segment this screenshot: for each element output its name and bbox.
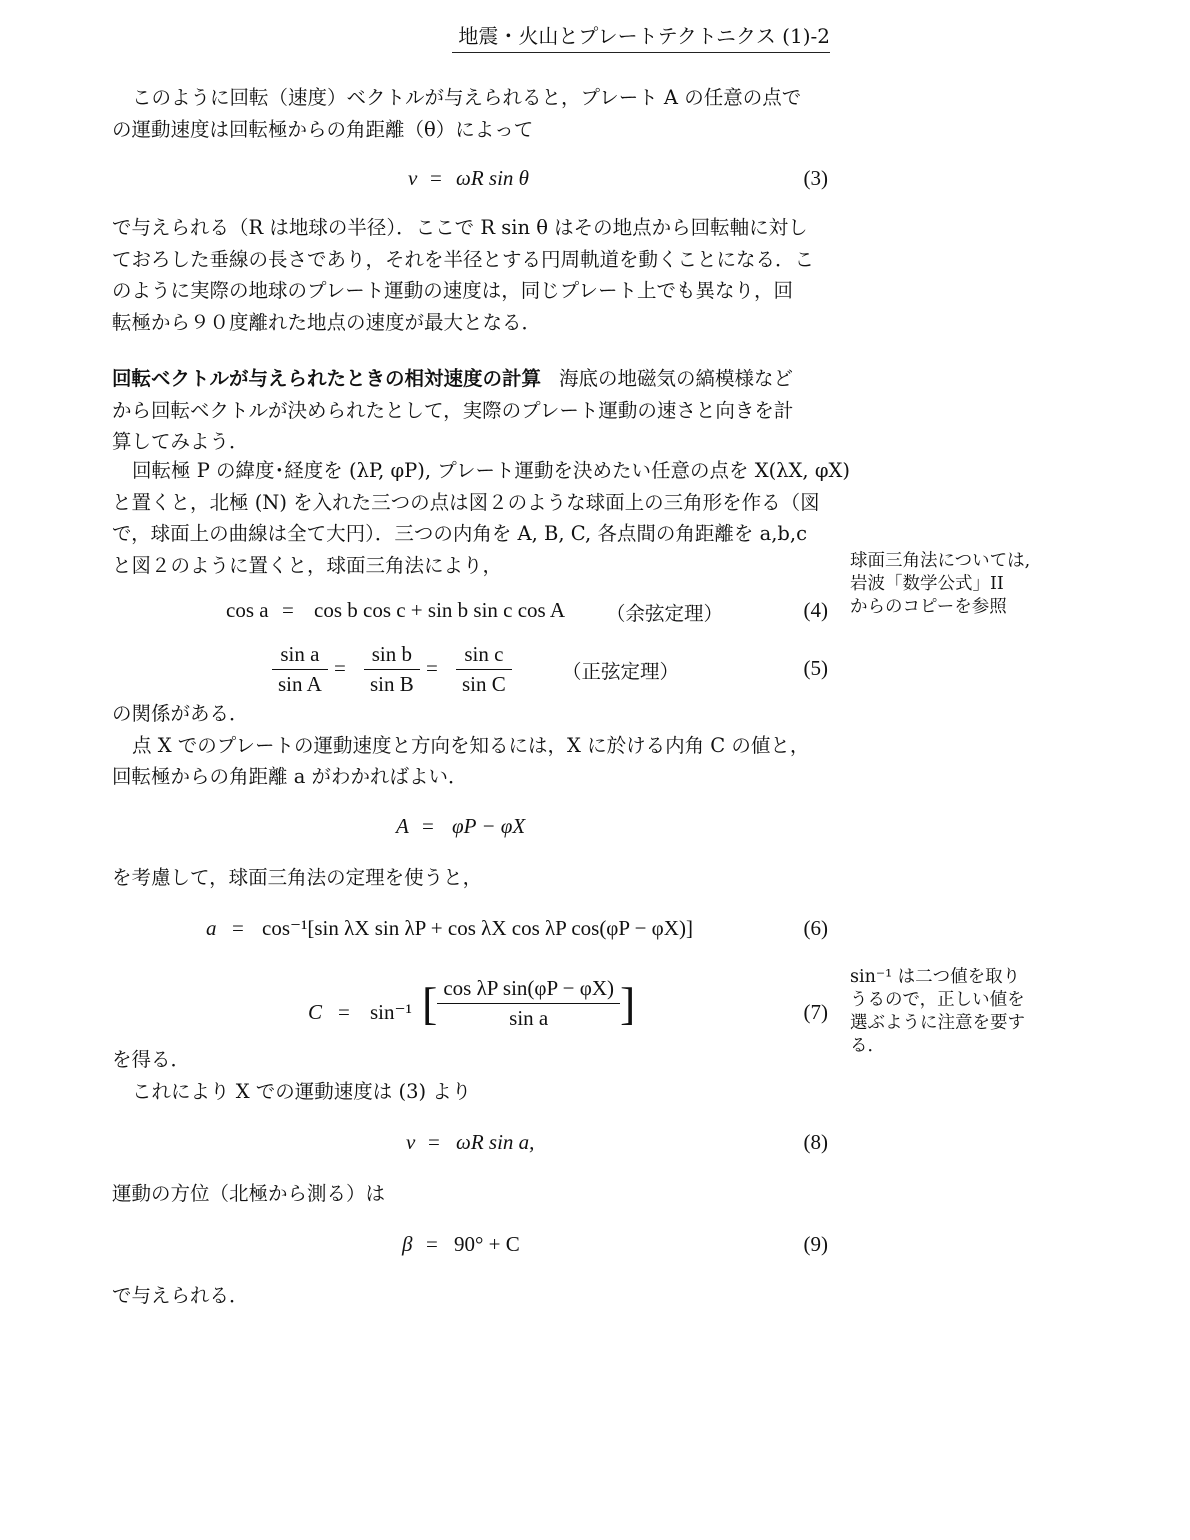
margin-note-spherical (850, 550, 1050, 619)
equation-number: (5) (803, 656, 828, 680)
eq-equals: = (338, 1000, 350, 1024)
fraction: $\frac{\text{sin c}}{\text{sin C}}$ (456, 642, 512, 697)
paragraph-intro (112, 82, 832, 145)
equation-5 (112, 642, 832, 698)
equation-9 (112, 1232, 832, 1272)
note-line: sin⁻¹ は二つ値を取り (850, 967, 1021, 987)
eq-tag: （正弦定理） (562, 660, 680, 683)
text-line: の運動速度は回転極からの角距離（θ）によって (112, 117, 534, 141)
eq-equals: = (282, 598, 294, 622)
equation-A (112, 814, 832, 854)
equation-number: (9) (803, 1232, 828, 1256)
paragraph-obtain (112, 1044, 832, 1107)
text-line: ておろした垂線の長さであり，それを半径とする円周軌道を動くことになる．こ (112, 247, 815, 271)
text-line: から回転ベクトルが決められたとして，実際のプレート運動の速さと向きを計 (112, 398, 794, 422)
fraction: $\frac{\text{cos λP sin(φP − φX)}}{\text{sin a}}$ (437, 976, 620, 1031)
right-bracket: ] (620, 978, 636, 1029)
text-line: と置くと，北極 (N) を入れた三つの点は図２のような球面上の三角形を作る（図 (112, 490, 820, 514)
note-line: 球面三角法については, (850, 551, 1031, 571)
fraction: $\frac{\text{sin a}}{\text{sin A}}$ (272, 642, 328, 697)
paragraph-spherical (112, 455, 852, 581)
paragraph-given (112, 1280, 832, 1312)
equation-8 (112, 1130, 832, 1170)
text-line: 運動の方位（北極から測る）は (112, 1182, 386, 1205)
eq-lhs: A (396, 814, 409, 838)
left-bracket: [ (422, 978, 438, 1029)
text-line: の関係がある． (112, 702, 249, 725)
fraction: $\frac{\text{sin b}}{\text{sin B}}$ (364, 642, 420, 697)
text-line: 回転極 P の緯度･経度を (λP, φP), プレート運動を決めたい任意の点を X(λX, φX) (132, 459, 850, 482)
equation-4 (112, 598, 832, 638)
section-heading: 回転ベクトルが与えられたときの相対速度の計算 (112, 367, 542, 390)
margin-note-arcsin (850, 966, 1050, 1058)
text-line: のように実際の地球のプレート運動の速度は，同じプレート上でも異なり，回 (112, 279, 793, 302)
eq-lhs: a (206, 916, 217, 940)
running-header: 地震・火山とプレートテクトニクス (1)-2 (452, 20, 830, 53)
eq-equals: = (334, 656, 346, 680)
equation-number: (3) (803, 166, 828, 190)
eq-lhs: v (406, 1130, 416, 1154)
text-line: で与えられる． (112, 1284, 249, 1307)
eq-rhs: 90° + C (454, 1232, 520, 1256)
note-line: うるので，正しい値を (850, 990, 1025, 1010)
equation-7 (112, 976, 832, 1040)
equation-number: (7) (803, 1000, 828, 1024)
text-line: 転極から９０度離れた地点の速度が最大となる． (112, 310, 542, 334)
equation-number: (6) (803, 916, 828, 940)
eq-rhs: cos b cos c + sin b sin c cos A (314, 598, 565, 622)
section-relative-velocity (112, 363, 832, 458)
text-line: を考慮して，球面三角法の定理を使うと， (112, 866, 483, 889)
eq-rhs: ωR sin a, (456, 1130, 535, 1154)
text-line: 海底の地磁気の縞模様など (559, 367, 794, 390)
eq-equals: = (428, 1130, 440, 1154)
eq-rhs: φP − φX (452, 814, 526, 838)
eq-equals: = (430, 166, 442, 190)
text-line: で，球面上の曲線は全て大円）．三つの内角を A, B, C, 各点間の角距離を a,b,c (112, 522, 808, 545)
text-line: 回転極からの角距離 a がわかればよい． (112, 765, 468, 788)
note-line: る． (850, 1036, 885, 1056)
note-line: 岩波「数学公式」II (850, 574, 1004, 594)
paragraph-radius (112, 212, 832, 338)
eq-equals: = (426, 656, 438, 680)
text-line: を得る． (112, 1048, 191, 1071)
text-line: このように回転（速度）ベクトルが与えられると，プレート A の任意の点で (132, 86, 802, 109)
equation-6 (112, 916, 832, 956)
text-line: これにより X での運動速度は (3) より (132, 1079, 472, 1103)
text-line: と図２のように置くと，球面三角法により， (112, 553, 503, 577)
paragraph-relation (112, 698, 832, 793)
eq-equals: = (422, 814, 434, 838)
eq-rhs: ωR sin θ (456, 166, 529, 190)
eq-equals: = (232, 916, 244, 940)
equation-number: (4) (803, 598, 828, 622)
text-line: で与えられる（R は地球の半径）．ここで R sin θ はその地点から回転軸に対し (112, 216, 808, 239)
eq-equals: = (426, 1232, 438, 1256)
note-line: 選ぶように注意を要す (850, 1013, 1025, 1033)
text-line: 点 X でのプレートの運動速度と方向を知るには，X に於ける内角 C の値と， (132, 733, 810, 757)
note-line: からのコピーを参照 (850, 597, 1007, 617)
paragraph-azimuth (112, 1178, 832, 1210)
paragraph-consider (112, 862, 832, 894)
eq-tag: （余弦定理） (606, 602, 724, 625)
equation-3 (112, 166, 832, 206)
text-line: 算してみよう． (112, 430, 249, 453)
equation-number: (8) (803, 1130, 828, 1154)
eq-lhs: β (402, 1232, 413, 1256)
eq-lhs: cos a (226, 598, 269, 622)
eq-lhs: C (308, 1000, 323, 1024)
eq-lhs: v (408, 166, 418, 190)
eq-function: sin⁻¹ (370, 1000, 412, 1024)
eq-rhs: cos⁻¹[sin λX sin λP + cos λX cos λP cos(φP − φX)] (262, 916, 693, 940)
